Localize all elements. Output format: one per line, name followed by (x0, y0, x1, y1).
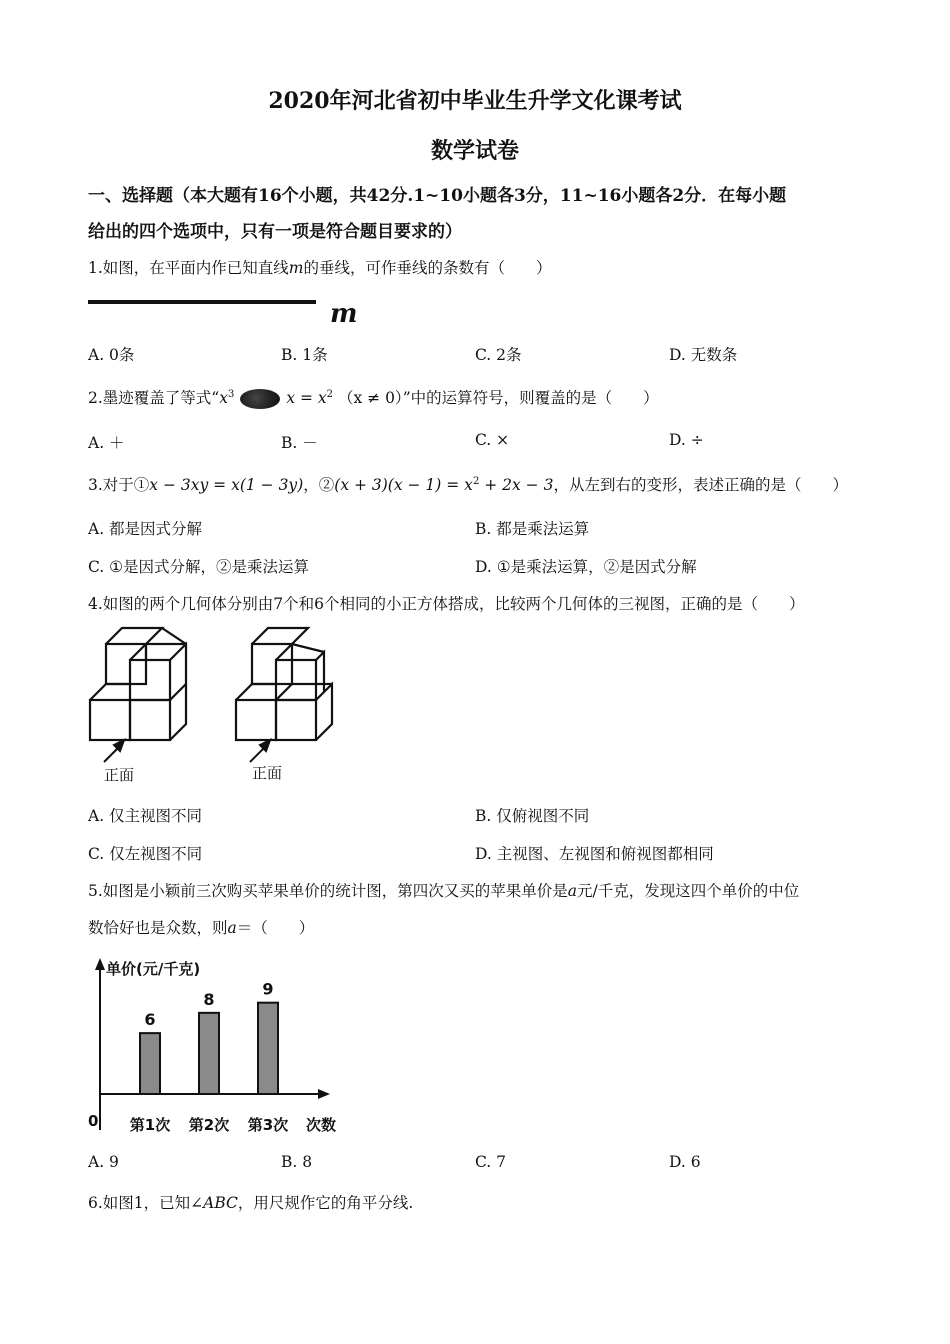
q5-text-a: 5.如图是小颖前三次购买苹果单价的统计图，第四次又买的苹果单价是 (88, 882, 568, 900)
category-label-1: 第1次 (129, 1116, 171, 1134)
bar-value-label-3: 9 (262, 979, 274, 999)
q1-text-a: 1.如图，在平面内作已知直线 (88, 259, 289, 277)
q2-option-b[interactable]: B. － (281, 434, 318, 452)
question-2 (88, 386, 659, 409)
category-label-2: 第2次 (188, 1116, 230, 1134)
q2-x: x (219, 389, 228, 407)
q4-figure (84, 626, 354, 786)
q6-angle: ∠ABC (190, 1194, 238, 1212)
q2-option-a[interactable]: A. ＋ (88, 434, 125, 452)
question-5-line2 (88, 916, 314, 938)
question-6 (88, 1191, 413, 1213)
q1-option-d[interactable]: D. 无数条 (669, 346, 738, 364)
bar-value-label-1: 6 (144, 1010, 156, 1030)
category-label-3: 第3次 (247, 1116, 289, 1134)
bar-2 (199, 1013, 219, 1094)
bar-3 (258, 1003, 278, 1094)
front-arrows (104, 740, 270, 762)
bar-1 (140, 1033, 160, 1094)
q5-var: a (567, 882, 578, 900)
q1-option-c[interactable]: C. 2条 (475, 346, 522, 364)
line-m-label: m (330, 299, 358, 329)
q4-option-d[interactable]: D. 主视图、左视图和俯视图都相同 (475, 845, 714, 863)
q4-option-a[interactable]: A. 仅主视图不同 (88, 807, 203, 825)
q4-option-c[interactable]: C. 仅左视图不同 (88, 845, 203, 863)
section-heading-line1: 一、选择题（本大题有16个小题，共42分.1~10小题各3分，11~16小题各2分．在每小题 (88, 186, 787, 206)
q5-text-d: ＝（ ） (236, 919, 315, 937)
q1-figure (86, 290, 376, 330)
solid-left (90, 628, 186, 740)
q5-option-b[interactable]: B. 8 (281, 1153, 313, 1171)
q3-option-d[interactable]: D. ①是乘法运算，②是因式分解 (475, 558, 697, 576)
page-title: 2020年河北省初中毕业生升学文化课考试 (268, 88, 682, 114)
q6-text-b: ，用尺规作它的角平分线. (237, 1194, 414, 1212)
q4-option-b[interactable]: B. 仅俯视图不同 (475, 807, 590, 825)
q2-option-c[interactable]: C. × (475, 431, 510, 449)
q1-option-b[interactable]: B. 1条 (281, 346, 328, 364)
q5-var2: a (227, 919, 237, 937)
q2-cond: （x ≠ 0） (337, 389, 403, 407)
q3-text-b: ，② (303, 476, 335, 494)
question-1 (88, 256, 552, 278)
q3-exp: 2 (472, 475, 480, 487)
q5-option-c[interactable]: C. 7 (475, 1153, 507, 1171)
x-axis-label: 次数 (306, 1116, 337, 1134)
q3-expr1: x − 3xy = x(1 − 3y) (149, 476, 304, 494)
q2-text-a: 2.墨迹覆盖了等式“ (88, 389, 220, 407)
section-heading-line2: 给出的四个选项中，只有一项是符合题目要求的） (88, 222, 462, 242)
q5-option-a[interactable]: A. 9 (88, 1153, 119, 1171)
front-label-right: 正面 (252, 764, 283, 782)
q1-var: m (288, 259, 304, 277)
front-label-left: 正面 (104, 766, 135, 784)
q1-text-b: 的垂线，可作垂线的条数有（ ） (303, 259, 552, 277)
y-axis-arrow (95, 958, 105, 970)
q2-exp2: 2 (326, 388, 334, 400)
bar-value-label-2: 8 (203, 989, 215, 1009)
q6-text-a: 6.如图1，已知 (88, 1194, 191, 1212)
question-5-line1 (88, 879, 799, 901)
question-4: 4.如图的两个几何体分别由7个和6个相同的小正方体搭成，比较两个几何体的三视图，正确的是（ ） (88, 595, 805, 613)
page-subtitle: 数学试卷 (430, 138, 519, 164)
q3-option-b[interactable]: B. 都是乘法运算 (475, 520, 590, 538)
q5-text-c: 数恰好也是众数，则 (88, 919, 228, 937)
q2-text-b: ”中的运算符号，则覆盖的是（ ） (402, 389, 659, 407)
question-3 (88, 473, 848, 495)
q3-expr2b: + 2x − 3 (479, 476, 554, 494)
q2-option-d[interactable]: D. ÷ (669, 431, 704, 449)
q3-expr2: (x + 3)(x − 1) = x (334, 476, 473, 494)
x-axis-arrow (318, 1089, 330, 1099)
q5-text-b: 元/千克，发现这四个单价的中位 (577, 882, 800, 900)
ink-blot-icon (240, 389, 280, 409)
bar-chart (84, 954, 364, 1140)
q3-option-a[interactable]: A. 都是因式分解 (88, 520, 203, 538)
q2-eq: x = x (286, 389, 327, 407)
origin-label: 0 (88, 1112, 99, 1130)
q3-option-c[interactable]: C. ①是因式分解，②是乘法运算 (88, 558, 310, 576)
q1-option-a[interactable]: A. 0条 (88, 346, 135, 364)
q3-text-c: ，从左到右的变形，表述正确的是（ ） (553, 476, 848, 494)
q2-exp3: 3 (227, 388, 235, 400)
solid-right (236, 628, 332, 740)
q3-text-a: 3.对于① (88, 476, 150, 494)
y-axis-label: 单价(元/千克) (106, 960, 201, 978)
q5-option-d[interactable]: D. 6 (669, 1153, 701, 1171)
